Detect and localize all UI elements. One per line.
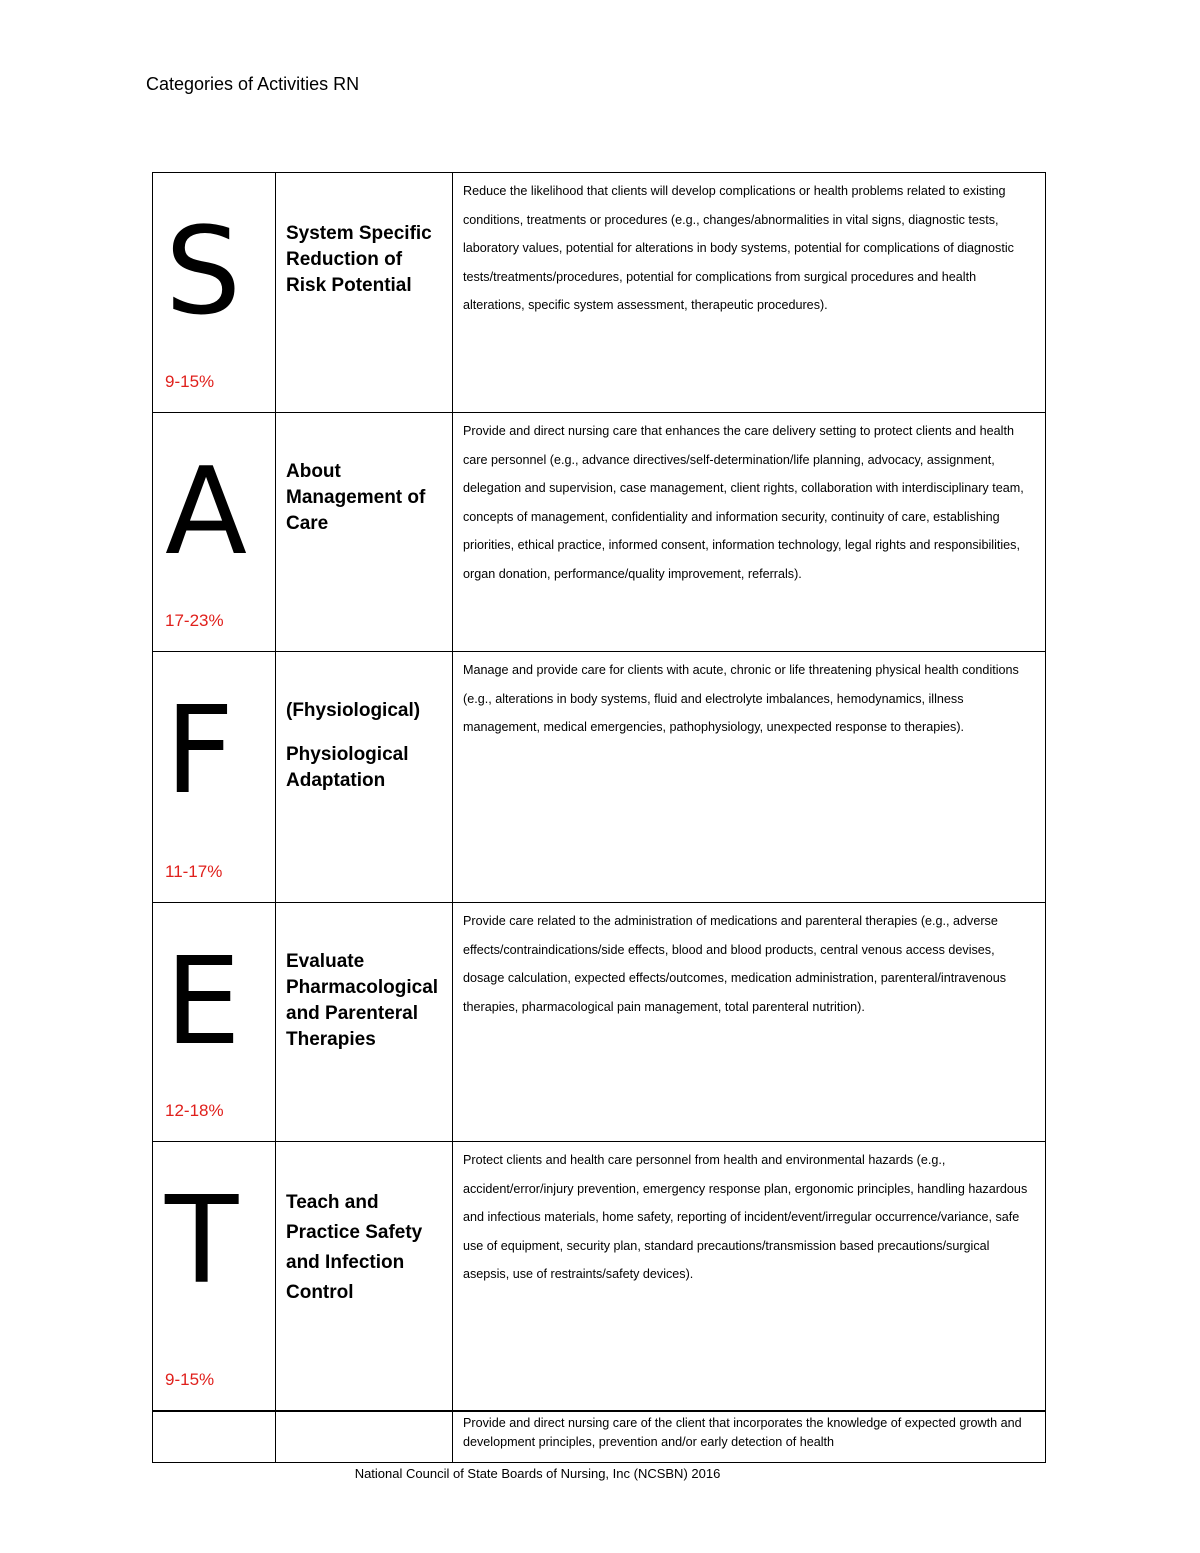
letter-cell	[153, 1142, 276, 1411]
category-description: Protect clients and health care personnel from health and environmental hazards (e.g., accident/error/injury prevention, emergency response plan, ergonomic principles, handling hazardous and infectious materials, home safety, reporting of incident/event/irregular occurrence/variance, safe use of equipment, security plan, standard precautions/transmission based precautions/surgical asepsis, use of restraints/safety devices).	[463, 1153, 1028, 1281]
description-cell	[453, 413, 1046, 652]
table-row-t	[153, 1142, 1046, 1411]
letter-cell	[153, 173, 276, 413]
category-title: Evaluate Pharmacological and Parenteral Therapies	[286, 951, 439, 1050]
acronym-letter: F	[165, 682, 235, 821]
category-cell-empty	[276, 1411, 453, 1463]
table-row-s	[153, 173, 1046, 413]
category-title: System Specific Reduction of Risk Potential	[286, 223, 432, 296]
category-description: Manage and provide care for clients with acute, chronic or life threatening physical health conditions (e.g., alterations in body systems, fluid and electrolyte imbalances, hemodynamics, illness management, medical emergencies, pathophysiology, unexpected response to therapies).	[463, 663, 1019, 734]
description-cell	[453, 903, 1046, 1142]
category-title: (Fhysiological)	[286, 700, 421, 721]
table-row-partial	[153, 1411, 1046, 1463]
percent-range: 12-18%	[165, 1101, 224, 1120]
description-cell	[453, 1411, 1046, 1463]
table-row-a	[153, 413, 1046, 652]
description-cell	[453, 652, 1046, 903]
category-description: Provide and direct nursing care of the client that incorporates the knowledge of expected growth and development principles, prevention and/or early detection of health	[463, 1415, 1022, 1449]
percent-range: 9-15%	[165, 372, 215, 391]
safe-categories-table	[152, 172, 1046, 1463]
description-cell	[453, 173, 1046, 413]
category-description: Provide care related to the administration of medications and parenteral therapies (e.g., adverse effects/contraindications/side effects, blood and blood products, central venous access devises, dosage calculation, expected effects/outcomes, medication administration, parenteral/intravenous therapies, pharmacological pain management, total parenteral nutrition).	[463, 914, 1007, 1014]
percent-range: 17-23%	[165, 611, 224, 630]
description-cell	[453, 1142, 1046, 1411]
table-row-e	[153, 903, 1046, 1142]
letter-cell	[153, 903, 276, 1142]
acronym-letter: S	[165, 203, 242, 342]
category-description: Reduce the likelihood that clients will develop complications or health problems related to existing conditions, treatments or procedures (e.g., changes/abnormalities in vital signs, diagnostic tests, laboratory values, potential for alterations in body systems, potential for complications of diagnostic tests/treatments/procedures, potential for complications from surgical procedures and health alterations, specific system assessment, therapeutic procedures).	[463, 184, 1014, 312]
page-title: Categories of Activities RN	[146, 74, 360, 94]
table-row-f	[153, 652, 1046, 903]
letter-cell	[153, 413, 276, 652]
category-cell	[276, 413, 453, 652]
page-footer: National Council of State Boards of Nursing, Inc (NCSBN) 2016	[354, 1466, 721, 1481]
category-cell	[276, 1142, 453, 1411]
acronym-letter: A	[165, 443, 248, 582]
category-description: Provide and direct nursing care that enhances the care delivery setting to protect clients and health care personnel (e.g., advance directives/self-determination/life planning, advocacy, assignment, delegation and supervision, case management, client rights, collaboration with interdisciplinary team, concepts of management, confidentiality and information security, continuity of care, establishing priorities, ethical practice, informed consent, information technology, legal rights and responsibilities, organ donation, performance/quality improvement, referrals).	[463, 424, 1024, 581]
percent-range: 9-15%	[165, 1369, 215, 1389]
letter-cell	[153, 652, 276, 903]
category-title: About Management of Care	[286, 461, 426, 534]
percent-range: 11-17%	[165, 862, 223, 881]
category-cell	[276, 173, 453, 413]
letter-cell-empty	[153, 1411, 276, 1463]
acronym-letter: T	[165, 1172, 239, 1311]
category-cell	[276, 652, 453, 903]
category-title: Teach and Practice Safety and Infection Control	[286, 1192, 423, 1303]
acronym-letter: E	[165, 933, 241, 1072]
category-cell	[276, 903, 453, 1142]
category-title: Physiological Adaptation	[286, 744, 409, 791]
